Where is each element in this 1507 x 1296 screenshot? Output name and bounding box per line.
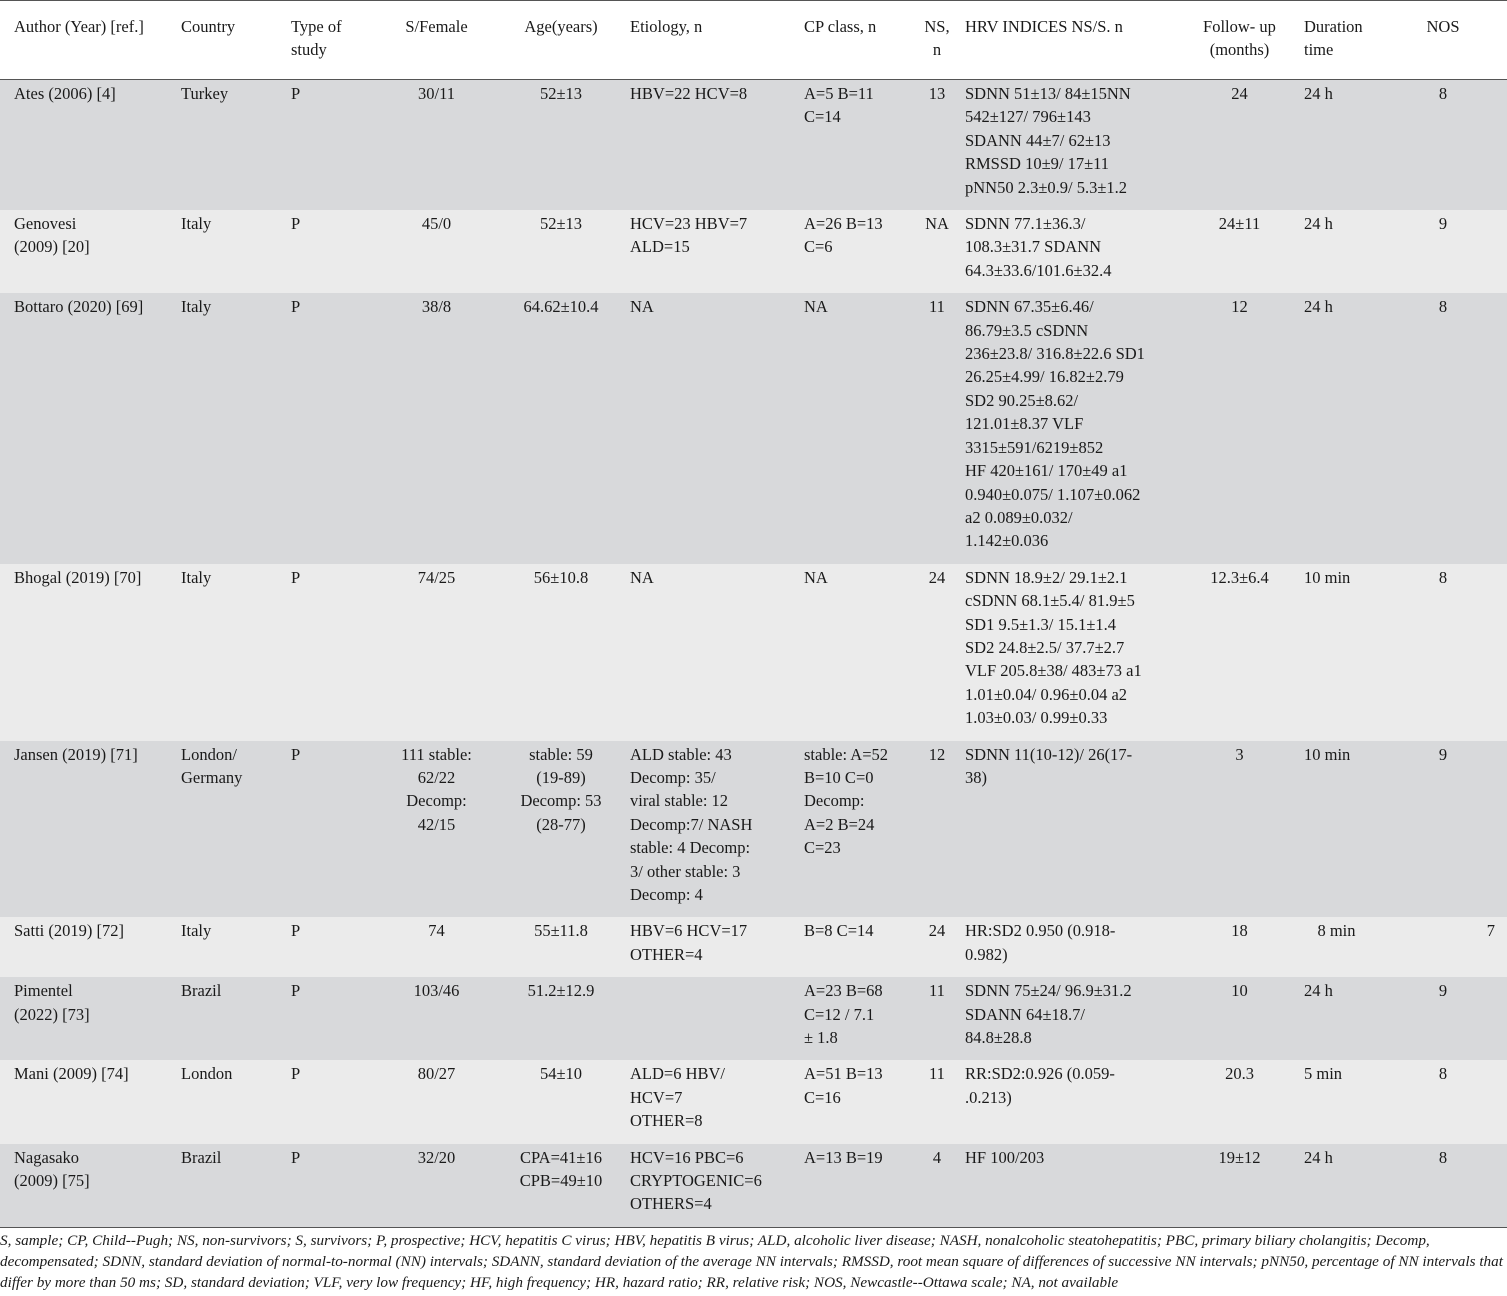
cell-cp-class: B=8 C=14 (802, 917, 917, 977)
cell-sample-female: 38/8 (379, 293, 494, 563)
cell-hrv-indices: SDNN 18.9±2/ 29.1±2.1 cSDNN 68.1±5.4/ 81.9±5 SD1 9.5±1.3/ 15.1±1.4 SD2 24.8±2.5/ 37.7±2.7 VLF 205.8±38/ 483±73 a1 1.01±0.04/ 0.96±0.04 a2 1.03±0.03/ 0.99±0.33 (957, 564, 1185, 741)
cell-age: 64.62±10.4 (494, 293, 628, 563)
header-follow-up: Follow- up (months) (1185, 1, 1294, 80)
cell-type: P (287, 741, 379, 918)
header-non-survivors: NS, n (917, 1, 957, 80)
cell-age: CPA=41±16 CPB=49±10 (494, 1144, 628, 1228)
cell-type: P (287, 80, 379, 211)
cell-follow-up: 24 (1185, 80, 1294, 211)
cell-author: Genovesi (2009) [20] (0, 210, 177, 293)
cell-country: Italy (177, 210, 287, 293)
cell-duration: 5 min (1294, 1060, 1379, 1143)
table-row (0, 80, 1507, 211)
header-duration: Duration time (1294, 1, 1379, 80)
cell-duration: 24 h (1294, 210, 1379, 293)
cell-author: Pimentel (2022) [73] (0, 977, 177, 1060)
cell-etiology: NA (628, 293, 802, 563)
cell-sample-female: 45/0 (379, 210, 494, 293)
cell-follow-up: 18 (1185, 917, 1294, 977)
cell-etiology: HCV=23 HBV=7 ALD=15 (628, 210, 802, 293)
cell-cp-class: A=23 B=68 C=12 / 7.1 ± 1.8 (802, 977, 917, 1060)
cell-age: 52±13 (494, 210, 628, 293)
cell-non-survivors: 11 (917, 977, 957, 1060)
cell-cp-class: NA (802, 564, 917, 741)
table-row (0, 977, 1507, 1060)
cell-author: Satti (2019) [72] (0, 917, 177, 977)
cell-cp-class: A=13 B=19 (802, 1144, 917, 1228)
cell-follow-up: 12.3±6.4 (1185, 564, 1294, 741)
cell-type: P (287, 1144, 379, 1228)
cell-etiology (628, 977, 802, 1060)
cell-nos: 9 (1379, 741, 1507, 918)
cell-hrv-indices: SDNN 67.35±6.46/ 86.79±3.5 cSDNN 236±23.8/ 316.8±22.6 SD1 26.25±4.99/ 16.82±2.79 SD2 90.25±8.62/ 121.01±8.37 VLF 3315±591/6219±852 HF 420±161/ 170±49 a1 0.940±0.075/ 1.107±0.062 a2 0.089±0.032/ 1.142±0.036 (957, 293, 1185, 563)
cell-duration: 10 min (1294, 564, 1379, 741)
cell-cp-class: A=51 B=13 C=16 (802, 1060, 917, 1143)
cell-type: P (287, 1060, 379, 1143)
cell-hrv-indices: SDNN 11(10-12)/ 26(17- 38) (957, 741, 1185, 918)
cell-country: Italy (177, 293, 287, 563)
cell-etiology: NA (628, 564, 802, 741)
cell-follow-up: 24±11 (1185, 210, 1294, 293)
cell-etiology: HBV=6 HCV=17 OTHER=4 (628, 917, 802, 977)
cell-type: P (287, 293, 379, 563)
cell-nos: 8 (1379, 80, 1507, 211)
table-row (0, 917, 1507, 977)
cell-hrv-indices: SDNN 75±24/ 96.9±31.2 SDANN 64±18.7/ 84.8±28.8 (957, 977, 1185, 1060)
cell-duration: 24 h (1294, 977, 1379, 1060)
cell-sample-female: 30/11 (379, 80, 494, 211)
cell-nos: 8 (1379, 1060, 1507, 1143)
cell-country: Italy (177, 564, 287, 741)
cell-author: Mani (2009) [74] (0, 1060, 177, 1143)
cell-hrv-indices: SDNN 51±13/ 84±15NN 542±127/ 796±143 SDANN 44±7/ 62±13 RMSSD 10±9/ 17±11 pNN50 2.3±0.9/ 5.3±1.2 (957, 80, 1185, 211)
cell-follow-up: 3 (1185, 741, 1294, 918)
cell-author: Ates (2006) [4] (0, 80, 177, 211)
cell-type: P (287, 917, 379, 977)
cell-author: Bhogal (2019) [70] (0, 564, 177, 741)
cell-nos: 7 (1379, 917, 1507, 977)
cell-etiology: HBV=22 HCV=8 (628, 80, 802, 211)
cell-follow-up: 12 (1185, 293, 1294, 563)
cell-follow-up: 19±12 (1185, 1144, 1294, 1228)
cell-hrv-indices: RR:SD2:0.926 (0.059- .0.213) (957, 1060, 1185, 1143)
cell-sample-female: 32/20 (379, 1144, 494, 1228)
cell-age: 51.2±12.9 (494, 977, 628, 1060)
cell-type: P (287, 977, 379, 1060)
cell-type: P (287, 564, 379, 741)
cell-author: Jansen (2019) [71] (0, 741, 177, 918)
table-body (0, 80, 1507, 1228)
cell-type: P (287, 210, 379, 293)
cell-nos: 8 (1379, 293, 1507, 563)
cell-cp-class: stable: A=52 B=10 C=0 Decomp: A=2 B=24 C=23 (802, 741, 917, 918)
cell-country: Brazil (177, 1144, 287, 1228)
cell-non-survivors: 11 (917, 293, 957, 563)
cell-sample-female: 80/27 (379, 1060, 494, 1143)
cell-duration: 8 min (1294, 917, 1379, 977)
cell-hrv-indices: HR:SD2 0.950 (0.918- 0.982) (957, 917, 1185, 977)
cell-non-survivors: 12 (917, 741, 957, 918)
cell-country: Italy (177, 917, 287, 977)
cell-nos: 9 (1379, 977, 1507, 1060)
cell-age: 55±11.8 (494, 917, 628, 977)
cell-country: London (177, 1060, 287, 1143)
cell-non-survivors: 13 (917, 80, 957, 211)
cell-duration: 24 h (1294, 1144, 1379, 1228)
table-row (0, 1060, 1507, 1143)
header-nos: NOS (1379, 1, 1507, 80)
cell-hrv-indices: HF 100/203 (957, 1144, 1185, 1228)
cell-sample-female: 74/25 (379, 564, 494, 741)
cell-country: Turkey (177, 80, 287, 211)
table-row (0, 293, 1507, 563)
cell-etiology: HCV=16 PBC=6 CRYPTOGENIC=6 OTHERS=4 (628, 1144, 802, 1228)
cell-duration: 24 h (1294, 293, 1379, 563)
cell-duration: 24 h (1294, 80, 1379, 211)
table-row (0, 564, 1507, 741)
table-footnote: S, sample; CP, Child--Pugh; NS, non-survivors; S, survivors; P, prospective; HCV, hepatitis C virus; HBV, hepatitis B virus; ALD, alcoholic liver disease; NASH, nonalcoholic steatohepatitis; PBC, primary biliary cholangitis; Decomp, decompensated; SDNN, standard deviation of normal-to-normal (NN) intervals; SDANN, standard deviation of the average NN intervals; RMSSD, root mean square of differences of successive NN intervals; pNN50, percentage of NN intervals that differ by more than 50 ms; SD, standard deviation; VLF, very low frequency; HF, high frequency; HR, hazard ratio; RR, relative risk; NOS, Newcastle--Ottawa scale; NA, not available (0, 1231, 1503, 1292)
cell-age: 54±10 (494, 1060, 628, 1143)
cell-country: Brazil (177, 977, 287, 1060)
header-author: Author (Year) [ref.] (0, 1, 177, 80)
cell-country: London/ Germany (177, 741, 287, 918)
cell-follow-up: 10 (1185, 977, 1294, 1060)
cell-non-survivors: 4 (917, 1144, 957, 1228)
cell-nos: 8 (1379, 1144, 1507, 1228)
cell-age: 56±10.8 (494, 564, 628, 741)
cell-author: Bottaro (2020) [69] (0, 293, 177, 563)
cell-sample-female: 103/46 (379, 977, 494, 1060)
header-type-of-study: Type of study (287, 1, 379, 80)
header-cp-class: CP class, n (802, 1, 917, 80)
header-country: Country (177, 1, 287, 80)
header-age: Age(years) (494, 1, 628, 80)
cell-follow-up: 20.3 (1185, 1060, 1294, 1143)
table-row (0, 1144, 1507, 1228)
cell-hrv-indices: SDNN 77.1±36.3/ 108.3±31.7 SDANN 64.3±33.6/101.6±32.4 (957, 210, 1185, 293)
cell-sample-female: 111 stable: 62/22 Decomp: 42/15 (379, 741, 494, 918)
header-sample-female: S/Female (379, 1, 494, 80)
cell-cp-class: A=26 B=13 C=6 (802, 210, 917, 293)
cell-non-survivors: 24 (917, 917, 957, 977)
cell-duration: 10 min (1294, 741, 1379, 918)
cell-nos: 9 (1379, 210, 1507, 293)
cell-non-survivors: NA (917, 210, 957, 293)
cell-non-survivors: 24 (917, 564, 957, 741)
cell-cp-class: NA (802, 293, 917, 563)
cell-age: stable: 59 (19-89) Decomp: 53 (28-77) (494, 741, 628, 918)
table-row (0, 210, 1507, 293)
header-etiology: Etiology, n (628, 1, 802, 80)
cell-age: 52±13 (494, 80, 628, 211)
cell-etiology: ALD=6 HBV/ HCV=7 OTHER=8 (628, 1060, 802, 1143)
cell-nos: 8 (1379, 564, 1507, 741)
table-row (0, 741, 1507, 918)
cell-non-survivors: 11 (917, 1060, 957, 1143)
cell-etiology: ALD stable: 43 Decomp: 35/ viral stable: 12 Decomp:7/ NASH stable: 4 Decomp: 3/ other stable: 3 Decomp: 4 (628, 741, 802, 918)
header-row (0, 1, 1507, 80)
cell-cp-class: A=5 B=11 C=14 (802, 80, 917, 211)
cell-author: Nagasako (2009) [75] (0, 1144, 177, 1228)
table-header (0, 1, 1507, 80)
cell-sample-female: 74 (379, 917, 494, 977)
header-hrv-indices: HRV INDICES NS/S. n (957, 1, 1185, 80)
